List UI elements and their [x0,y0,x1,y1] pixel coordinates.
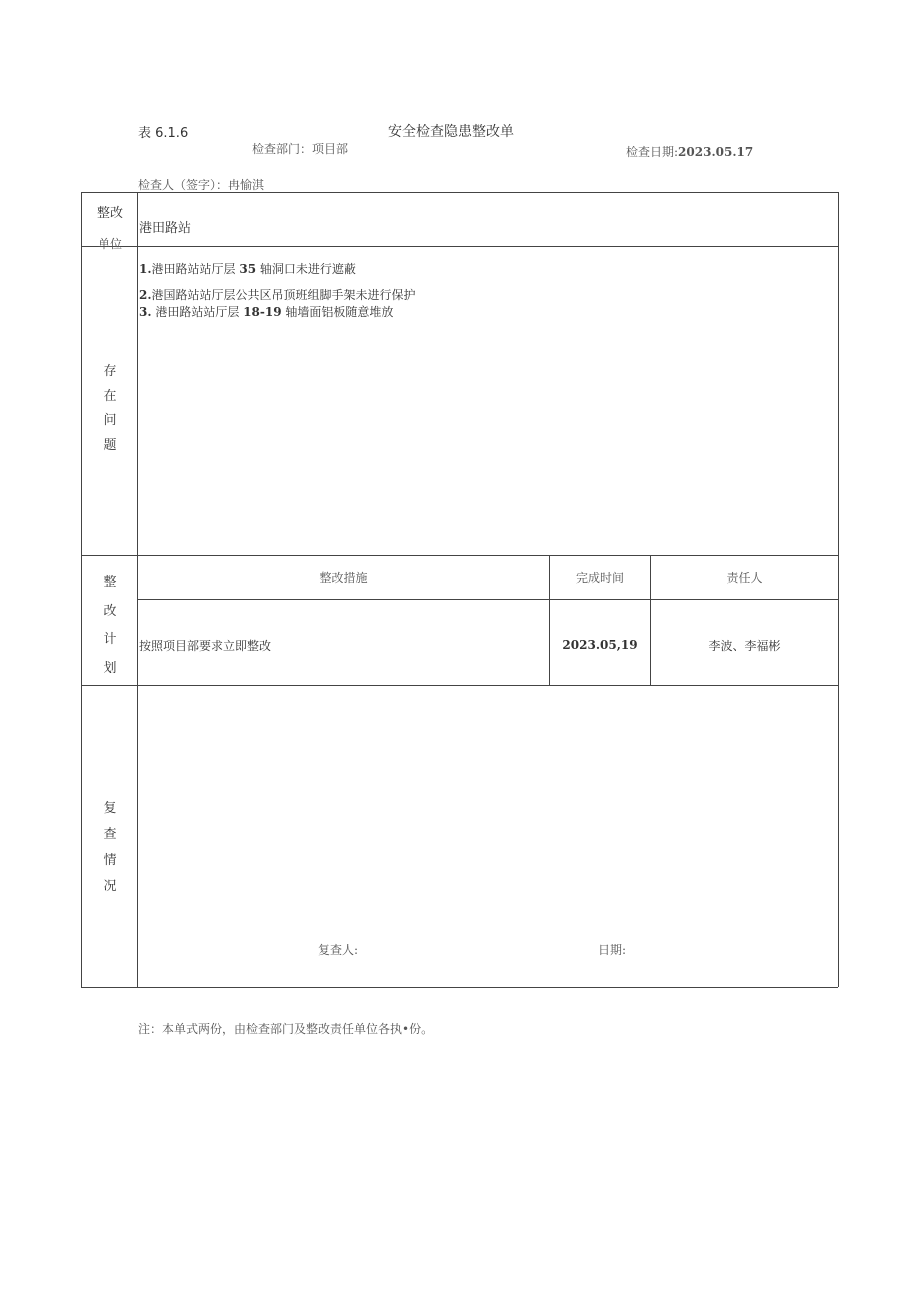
plan-label-char: 整 [103,575,117,590]
plan-finish-time: 2023.05,19 [562,638,638,652]
reviewer-label: 复查人: [318,943,359,957]
header-owner: 责任人 [726,571,763,585]
review-label-char: 查 [103,827,117,842]
inspector-signature: 检查人（签字）：冉愉淇 [138,178,265,192]
header-measure: 整改措施 [319,571,368,585]
plan-label [82,569,138,683]
inspection-date [626,143,753,160]
plan-measure: 按照项目部要求立即整改 [139,639,272,653]
issue-item-3 [139,303,393,320]
issue-axis: 35 [239,262,257,276]
issues-label-char: 存 [103,364,117,379]
plan-label-char: 计 [103,632,117,647]
unit-value: 港田路站 [139,221,192,236]
issue-text: 港田路站站厅层 [151,262,236,276]
row-divider [81,246,838,247]
unit-label-line-1: 整改 [96,206,123,221]
form-title: 安全检查隐患整改单 [388,124,514,140]
table-number: 表 6.1.6 [138,126,189,141]
row-divider [137,599,838,600]
review-label-char: 复 [103,801,117,816]
issue-number: 1. [139,262,152,276]
review-date-label: 日期: [598,943,627,957]
header-finish-time: 完成时间 [575,571,624,585]
footnote: 注：本单式两份，由检查部门及整改责任单位各执•份。 [138,1022,434,1036]
issue-text: 轴墙面铝板随意堆放 [285,305,394,319]
issues-label-char: 问 [103,413,117,428]
issues-label-char: 在 [103,388,117,404]
table-border-top [81,192,838,193]
table-border-right [838,192,839,987]
review-label [82,796,138,900]
review-label-char: 况 [103,879,117,894]
plan-label-char: 改 [103,603,117,619]
row-divider [81,685,838,686]
inspection-dept: 检查部门：项目部 [252,142,349,156]
issues-label [82,360,138,458]
unit-label-line-2: 单位 [97,237,122,251]
unit-label [82,199,138,259]
issues-label-char: 题 [103,437,117,453]
issue-number: 2. [139,288,152,302]
issue-text: 港田路站站厅层 [151,305,240,319]
issue-text: 港国路站站厅层公共区吊顶班组脚手架未进行保护 [151,288,416,302]
issue-text: 轴洞口未进行遮蔽 [259,262,356,276]
inspection-date-label: 检查日期: [626,145,679,159]
issue-item-2 [139,286,416,303]
inspection-date-value: 2023.05.17 [678,145,754,159]
table-border-bottom [81,987,838,988]
issue-item-1 [139,260,356,277]
plan-owner: 李波、李福彬 [708,639,781,653]
review-label-char: 情 [103,853,117,868]
issue-axis: 18-19 [243,305,282,319]
row-divider [81,555,838,556]
issue-number: 3. [139,305,152,319]
plan-label-char: 划 [103,660,117,676]
